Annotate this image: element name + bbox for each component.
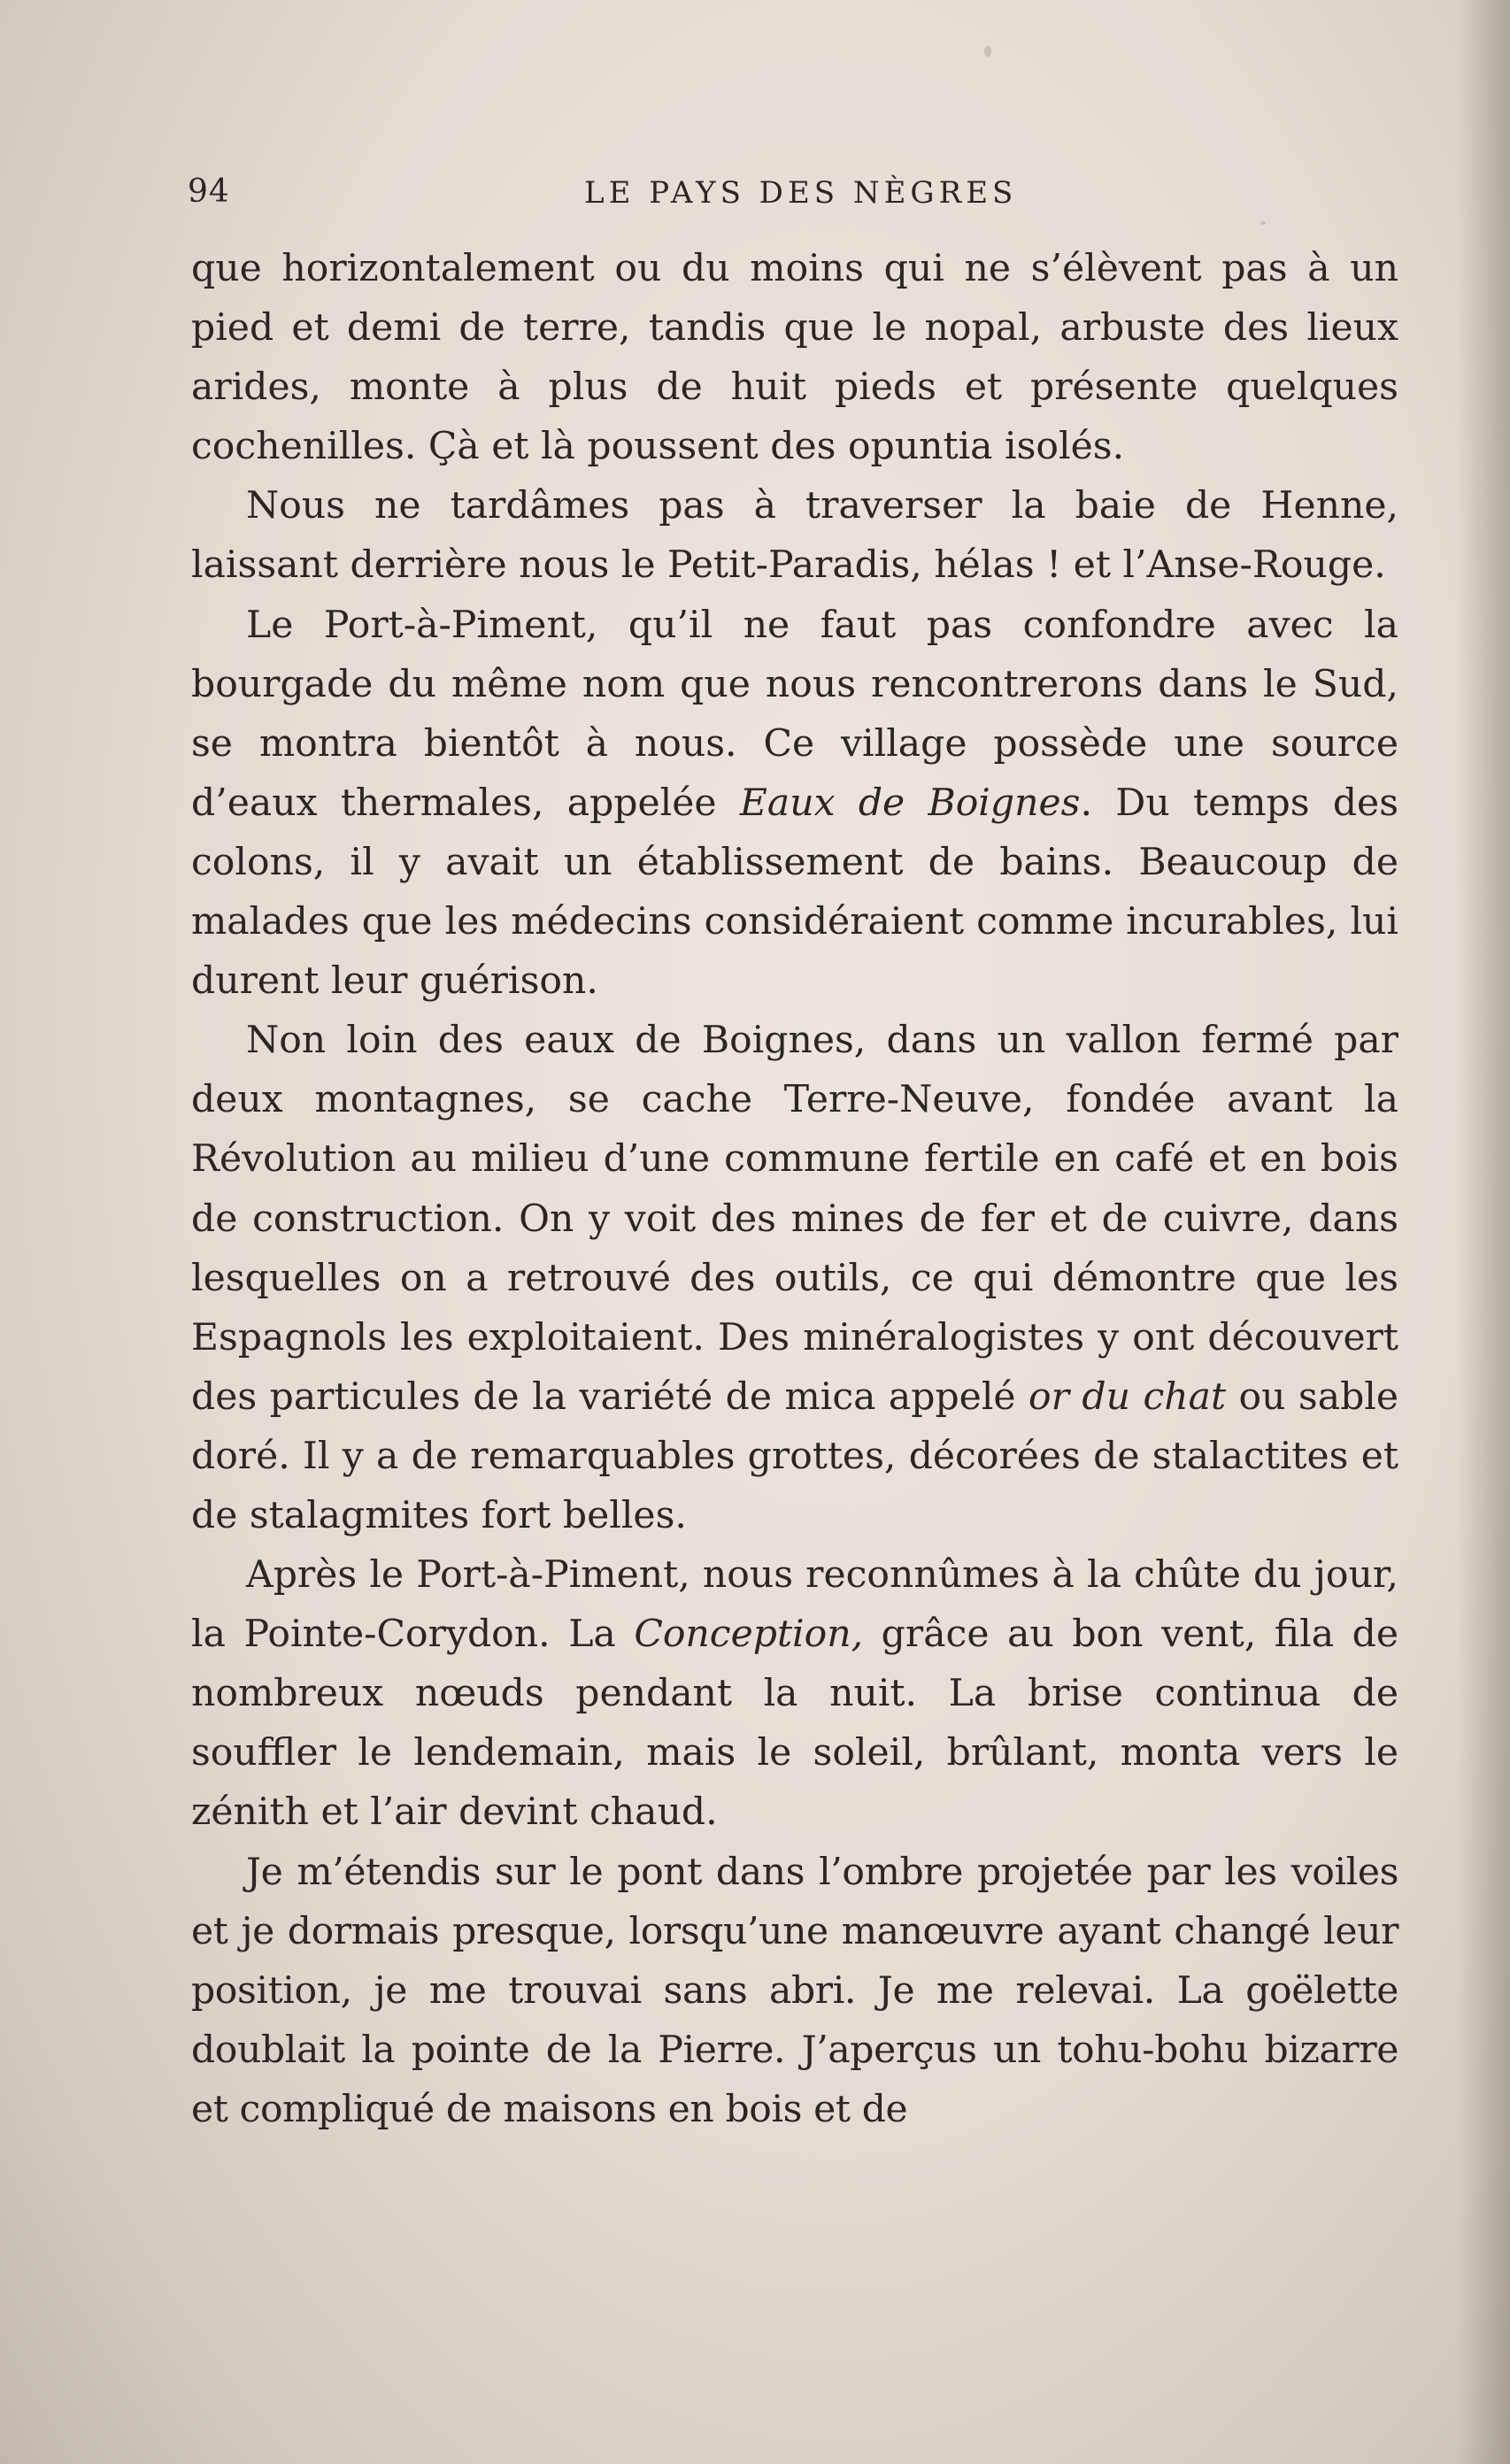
body-text <box>191 239 1398 2139</box>
paragraph-5-text-start: Après le Port-à-Piment, nous reconnûmes à la chûte du jour, la Pointe-Corydon. La <box>191 1553 1398 1657</box>
running-title: LE PAYS DES NÈGRES <box>584 175 1018 211</box>
paragraph-4 <box>191 1011 1398 1545</box>
paragraph-5-text-end: grâce au bon vent, fila de nombreux nœuds pendant la nuit. La brise continua de souffler le lendemain, mais le soleil, brûlant, monta vers le zénith et l’air devint chaud. <box>191 1613 1398 1835</box>
paragraph-3-text-start: Le Port-à-Piment, qu’il ne faut pas confondre avec la bourgade du même nom que nous rencontrerons dans le Sud, se montra bientôt à nous. Ce village possède une source d’eaux thermales, appelée <box>191 603 1398 825</box>
running-head <box>188 173 1409 218</box>
paper-speck <box>984 46 991 57</box>
paragraph-5-italic: Conception, <box>634 1613 864 1657</box>
page-number: 94 <box>188 173 230 210</box>
paragraph-4-text-start: Non loin des eaux de Boignes, dans un vallon fermé par deux montagnes, se cache Terre-Neuve, fondée avant la Révolution au milieu d’une commune fertile en café et en bois de construction. On y voit des mines de fer et de cuivre, dans lesquelles on a retrouvé des outils, ce qui démontre que les Espagnols les exploitaient. Des minéralogistes y ont découvert des particules de la variété de mica appelé <box>191 1019 1398 1419</box>
paragraph-1: que horizontalement ou du moins qui ne s’élèvent pas à un pied et demi de terre, tandis que le nopal, arbuste des lieux arides, monte à plus de huit pieds et présente quelques cochenilles. Çà et là poussent des opuntia isolés. <box>191 247 1398 469</box>
paper-speck <box>1260 221 1266 225</box>
paragraph-5 <box>191 1545 1398 1842</box>
paragraph-4-text-end: ou sable doré. Il y a de remarquables grottes, décorées de stalactites et de stalagmites fort belles. <box>191 1374 1399 1537</box>
paragraph-6: Je m’étendis sur le pont dans l’ombre projetée par les voiles et je dormais presque, lorsqu’une manœuvre ayant changé leur position, je me trouvai sans abri. Je me relevai. La goëlette doublait la pointe de la Pierre. J’aperçus un tohu-bohu bizarre et compliqué de maisons en bois et de <box>191 1850 1398 2131</box>
paragraph-3-italic: Eaux de Boignes <box>739 781 1081 825</box>
paragraph-4-italic: or du chat <box>1028 1374 1227 1419</box>
page-edge-shadow <box>1457 0 1510 2464</box>
paragraph-3-text-end: . Du temps des colons, il y avait un établissement de bains. Beaucoup de malades que les médecins considéraient comme incurables, lui durent leur guérison. <box>191 781 1399 1004</box>
paragraph-3 <box>191 596 1398 1012</box>
paragraph-2: Nous ne tardâmes pas à traverser la baie de Henne, laissant derrière nous le Petit-Paradis, hélas ! et l’Anse-Rouge. <box>191 484 1398 588</box>
